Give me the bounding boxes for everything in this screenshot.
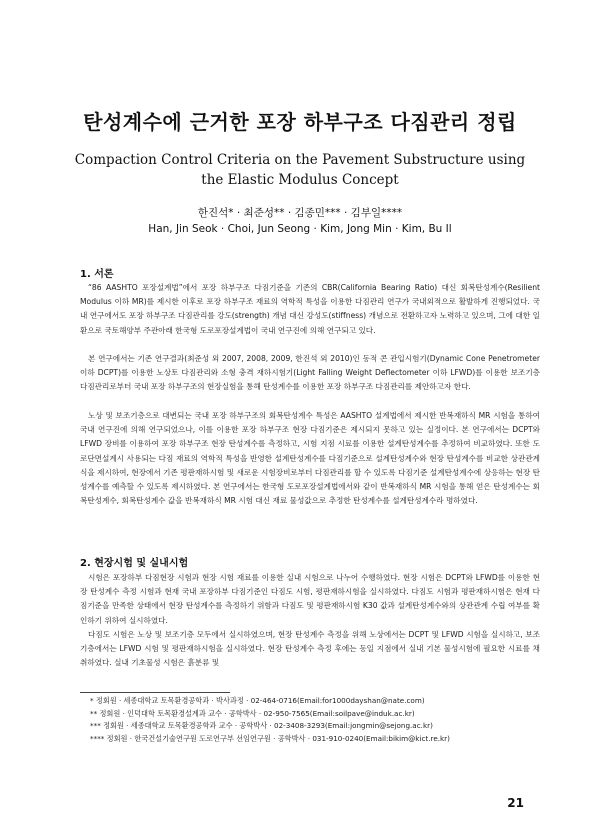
authors-english: Han, Jin Seok · Choi, Jun Seong · Kim, Jong Min · Kim, Bu Il	[148, 223, 452, 235]
footnote-item: * 정회원 · 세종대학교 토목환경공학과 · 박사과정 · 02-464-0716(Email:for1000dayshan@nate.com)	[90, 696, 425, 705]
paper-title-english	[60, 150, 540, 190]
author-footnotes	[80, 695, 540, 745]
footnote-item: ** 정회원 · 인덕대학 토목환경설계과 교수 · 공학박사 · 02-950-7565(Email:soilpave@induk.ac.kr)	[90, 708, 415, 718]
paper-title-korean: 탄성계수에 근거한 포장 하부구조 다짐관리 정립	[83, 110, 517, 134]
intro-paragraph-3: 노상 및 보조기층으로 대변되는 국내 포장 하부구조의 회복탄성계수 특성은 AASHTO 설계법에서 제시한 반복재하식 MR 시험을 통하여 국내 연구진에 의해 연구되었으나, 이를 이용한 포장 하부구조 현장 다짐기준은 제시되지 못하고 있는 실정이다. 본 연구에서는 DCPT와 LFWD 장비를 이용하여 포장 하부구조 현장 탄성계수를 측정하고, 시험 지점 시료를 이용한 설계탄성계수를 추정하여 비교하였다. 또한 도로단면설계시 사용되는 다짐 재료의 역학적 특성을 반영한 설계탄성계수를 다짐기준으로 설계탄성계수와 현장 탄성계수를 비교한 상관관계식을 제시하여, 현장에서 기존 평판재하시험 및 새로운 시험장비로부터 다짐관리를 할 수 있도록 다짐기준 설계탄성계수에 상응하는 현장 탄성계수를 예측할 수 있도록 제시하였다. 본 연구에서는 한국형 도로포장설계법에서와 같이 반복재하식 MR 시험을 통해 얻은 탄성계수는 회복탄성계수, 회복탄성계수 값을 반복재하식 MR 시험 대신 재료 물성값으로 추정한 탄성계수를 설계탄성계수라 명하였다.	[80, 411, 540, 506]
tests-paragraph-1: 시험은 포장하부 다짐현장 시험과 현장 시험 재료를 이용한 실내 시험으로 나누어 수행하였다. 현장 시험은 DCPT와 LFWD를 이용한 현장 탄성계수 측정 시험과 현재 국내 포장하부 다짐기준인 다짐도 시험, 평판재하시험을 실시하였다. 다짐도 시험과 평판재하시험은 현재 다짐기준을 만족한 상태에서 현장 탄성계수를 측정하기 위함과 다짐도 및 평판재하시험 K30 값과 설계탄성계수와의 상관관계 수립 여부를 확인하기 위하여 실시하였다.	[80, 573, 540, 625]
footnote-item: **** 정회원 · 한국건설기술연구원 도로연구부 선임연구원 · 공학박사 · 031-910-0240(Email:bikim@kict.re.kr)	[90, 733, 450, 743]
footnote-item: *** 정회원 · 세종대학교 토목환경공학과 교수 · 공학박사 · 02-3408-3293(Email:jongmin@sejong.ac.kr)	[90, 721, 433, 730]
section-heading-field-tests: 2. 현장시험 및 실내시험	[80, 558, 189, 569]
intro-paragraph-1: “86 AASHTO 포장설계법”에서 포장 하부구조 다짐기준을 기존의 CBR(California Bearing Ratio) 대신 회복탄성계수(Resilient Modulus 이하 MR)를 제시한 이후로 포장 하부구조 재료의 역학적 특성을 이용한 다짐관리 연구가 국내외적으로 활발하게 진행되었다. 국내 연구에서도 포장 하부구조 다짐관리를 강도(strength) 개념 대신 강성도(stiffness) 개념으로 전환하고자 노력하고 있으며, 그에 대한 일환으로 국토해양부 주관아래 한국형 도로포장설계법이 국내 연구진에 의해 연구되고 있다.	[80, 283, 540, 335]
section-heading-introduction: 1. 서론	[80, 269, 114, 280]
title-en-line-2: the Elastic Modulus Concept	[201, 172, 399, 188]
title-en-line-1: Compaction Control Criteria on the Pavement Substructure using	[74, 152, 526, 168]
intro-paragraph-2: 본 연구에서는 기존 연구결과(최준성 외 2007, 2008, 2009, 한진석 외 2010)인 동적 콘 관입시험기(Dynamic Cone Penetrometer 이하 DCPT)를 이용한 노상토 다짐관리와 소형 충격 재하시험기(Light Falling Weight Deflectometer 이하 LFWD)를 이용한 보조기층 다짐관리로부터 국내 포장 하부구조의 현장실험을 통해 탄성계수를 이용한 포장 하부구조 다짐관리를 제안하고자 한다.	[80, 354, 540, 392]
footnote-divider	[80, 692, 230, 693]
tests-paragraph-2: 다짐도 시험은 노상 및 보조기층 모두에서 실시하였으며, 현장 탄성계수 측정을 위해 노상에서는 DCPT 및 LFWD 시험을 실시하고, 보조기층에서는 LFWD 시험 및 평판재하시험을 실시하였다. 현장 탄성계수 측정 후에는 동일 지점에서 실내 기본 물성시험에 필요한 시료를 채취하였다. 실내 기초물성 시험은 흙분류 및	[80, 630, 540, 668]
authors-korean: 한진석* · 최준성** · 김종민*** · 김부일****	[197, 207, 403, 219]
page-number: 21	[507, 796, 524, 810]
